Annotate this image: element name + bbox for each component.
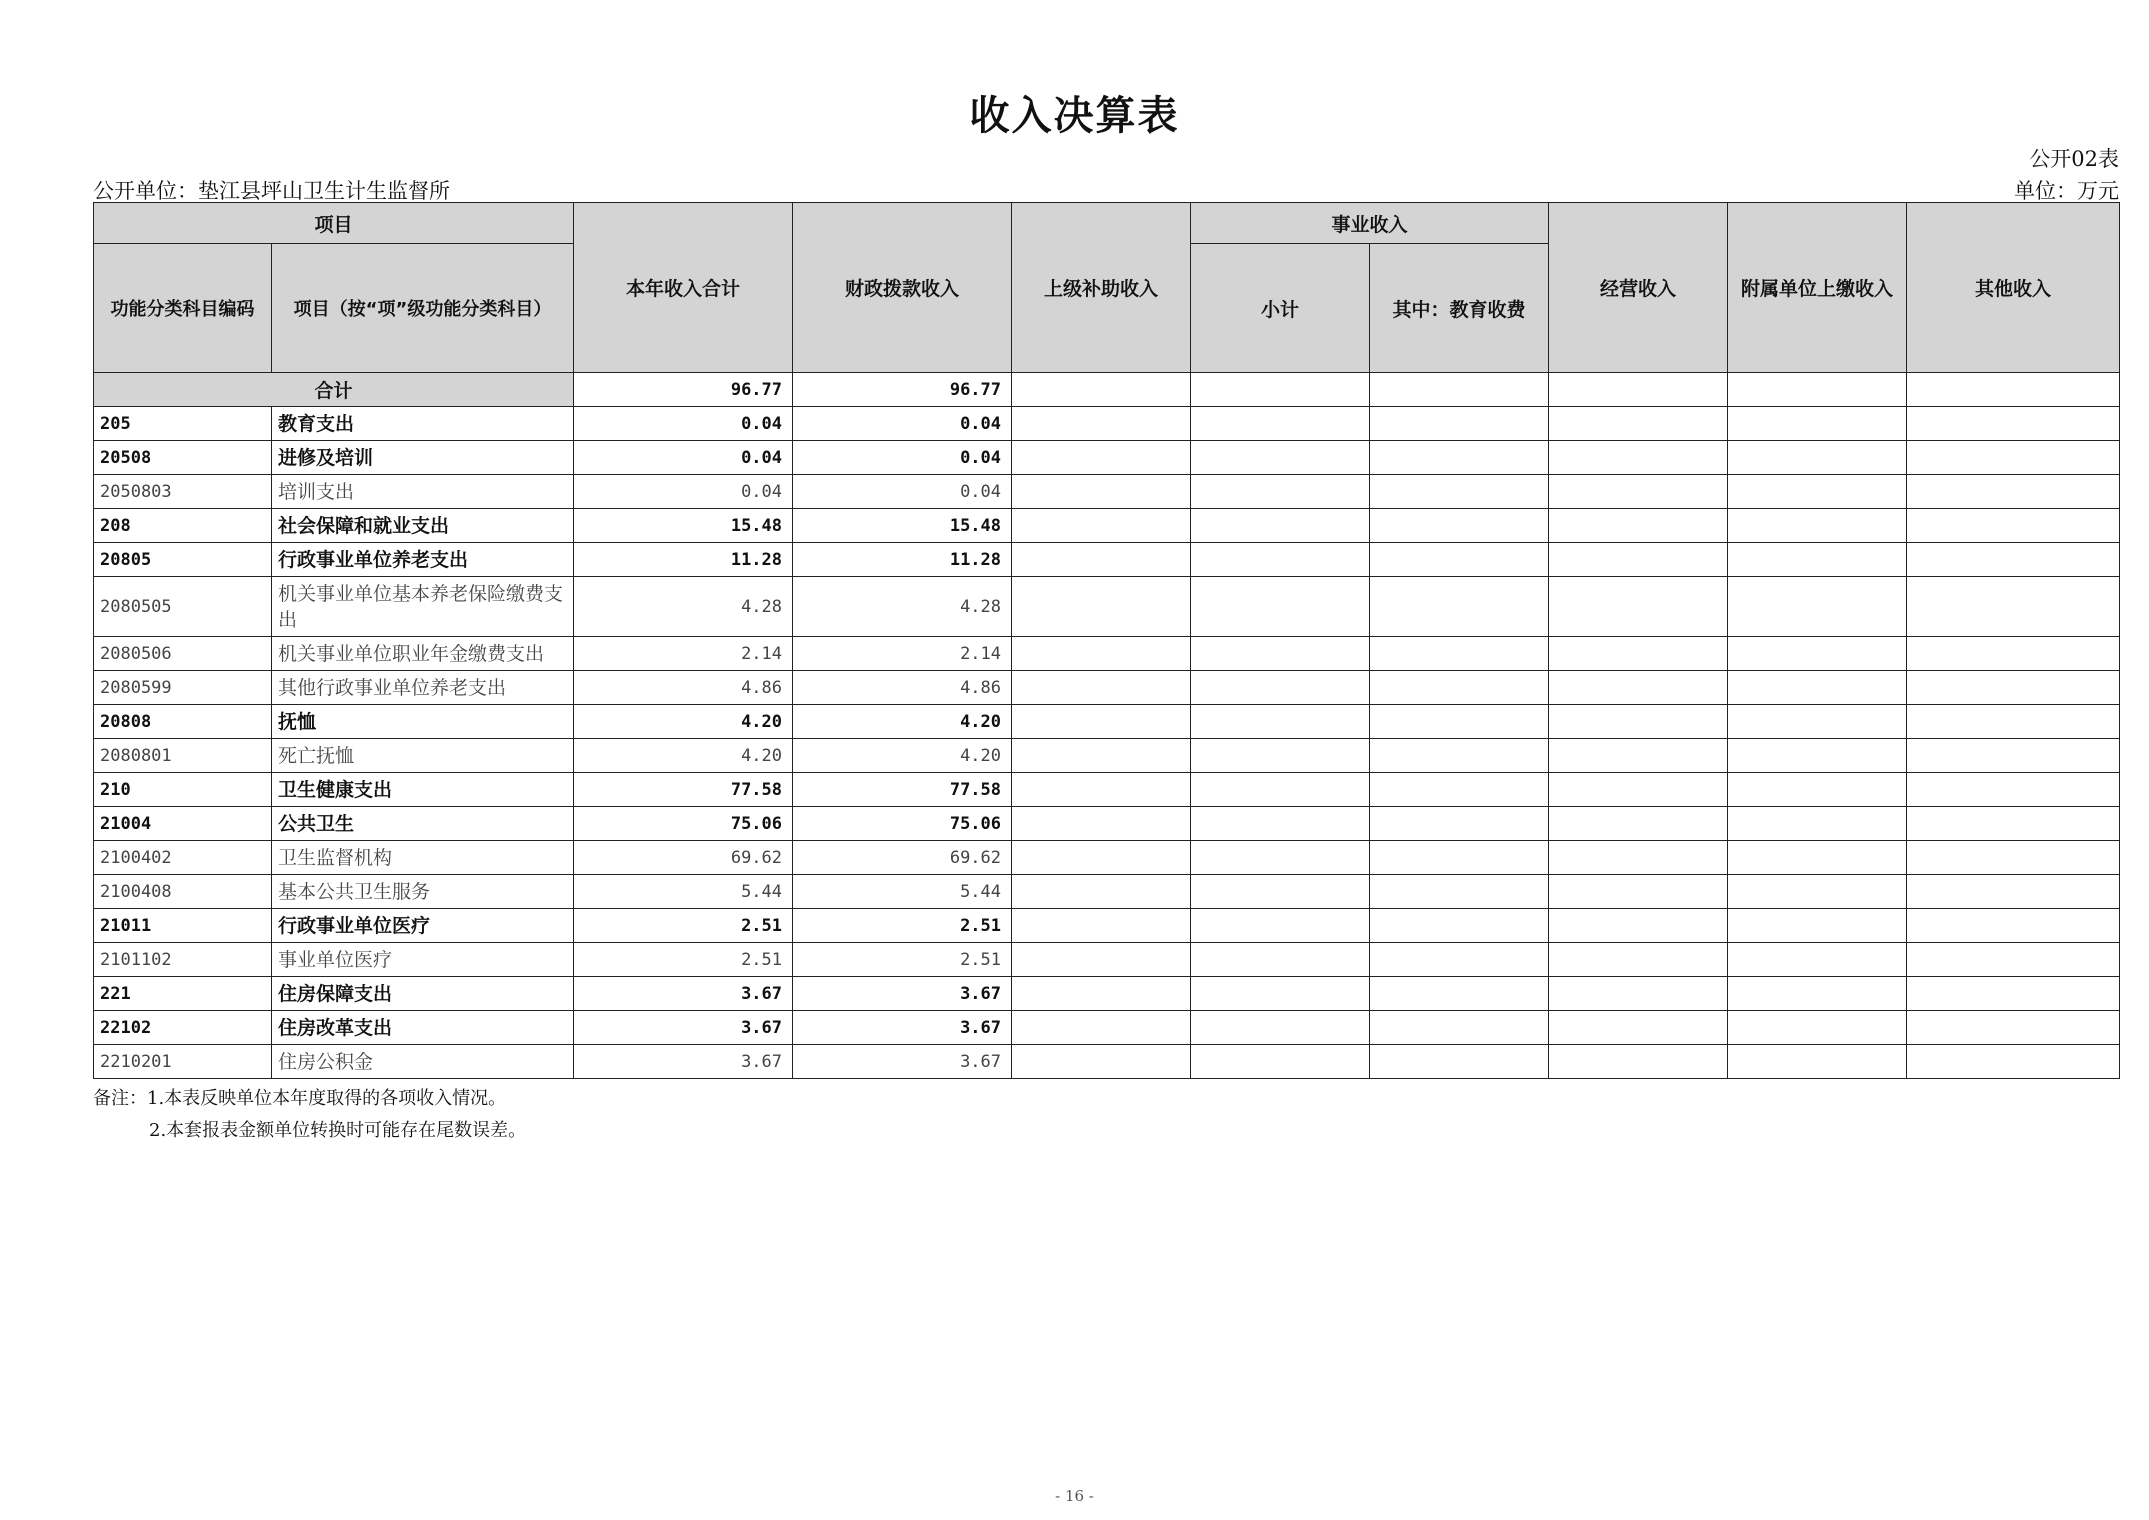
empty-cell xyxy=(1907,977,2120,1011)
empty-cell xyxy=(1012,577,1191,637)
empty-cell xyxy=(1370,705,1549,739)
header-total-income: 本年收入合计 xyxy=(574,203,793,373)
empty-cell xyxy=(1907,875,2120,909)
table-body xyxy=(94,373,2120,1079)
row-fiscal: 69.62 xyxy=(793,841,1012,875)
table-row xyxy=(94,441,2120,475)
empty-cell xyxy=(1728,807,1907,841)
header-operating-income: 经营收入 xyxy=(1549,203,1728,373)
table-row xyxy=(94,807,2120,841)
row-code: 210 xyxy=(94,773,272,807)
row-name: 基本公共卫生服务 xyxy=(272,875,574,909)
row-fiscal: 2.14 xyxy=(793,637,1012,671)
row-name: 公共卫生 xyxy=(272,807,574,841)
empty-cell xyxy=(1191,841,1370,875)
empty-cell xyxy=(1191,807,1370,841)
empty-cell xyxy=(1370,909,1549,943)
row-total-income: 4.20 xyxy=(574,705,793,739)
row-name: 机关事业单位职业年金缴费支出 xyxy=(272,637,574,671)
row-fiscal: 0.04 xyxy=(793,441,1012,475)
row-total-income: 2.51 xyxy=(574,909,793,943)
empty-cell xyxy=(1012,671,1191,705)
empty-cell xyxy=(1370,1011,1549,1045)
empty-cell xyxy=(1549,637,1728,671)
empty-cell xyxy=(1012,1011,1191,1045)
empty-cell xyxy=(1907,407,2120,441)
row-code: 2100408 xyxy=(94,875,272,909)
empty-cell xyxy=(1012,543,1191,577)
row-fiscal: 75.06 xyxy=(793,807,1012,841)
empty-cell xyxy=(1549,475,1728,509)
header-affiliated-income: 附属单位上缴收入 xyxy=(1728,203,1907,373)
empty-cell xyxy=(1012,705,1191,739)
table-row xyxy=(94,875,2120,909)
empty-cell xyxy=(1907,909,2120,943)
empty-cell xyxy=(1012,475,1191,509)
page-number: - 16 - xyxy=(1055,1487,1094,1505)
empty-cell xyxy=(1012,509,1191,543)
empty-cell xyxy=(1191,705,1370,739)
row-code: 21011 xyxy=(94,909,272,943)
empty-cell xyxy=(1907,807,2120,841)
row-fiscal: 5.44 xyxy=(793,875,1012,909)
empty-cell xyxy=(1191,543,1370,577)
row-name: 卫生健康支出 xyxy=(272,773,574,807)
empty-cell xyxy=(1728,637,1907,671)
empty-cell xyxy=(1012,977,1191,1011)
note-line-1: 备注：1.本表反映单位本年度取得的各项收入情况。 xyxy=(93,1088,507,1109)
row-total-income: 2.51 xyxy=(574,943,793,977)
empty-cell xyxy=(1907,475,2120,509)
row-total-income: 0.04 xyxy=(574,475,793,509)
header-fiscal: 财政拨款收入 xyxy=(793,203,1012,373)
table-row xyxy=(94,739,2120,773)
row-total-income: 5.44 xyxy=(574,875,793,909)
empty-cell xyxy=(1370,509,1549,543)
empty-cell xyxy=(1191,1011,1370,1045)
row-total-income: 77.58 xyxy=(574,773,793,807)
table-row xyxy=(94,577,2120,637)
table-row xyxy=(94,1045,2120,1079)
row-name: 机关事业单位基本养老保险缴费支出 xyxy=(272,577,574,637)
table-row xyxy=(94,637,2120,671)
row-code: 2080506 xyxy=(94,637,272,671)
row-total-income: 0.04 xyxy=(574,441,793,475)
table-row xyxy=(94,977,2120,1011)
row-code: 20805 xyxy=(94,543,272,577)
row-code: 2101102 xyxy=(94,943,272,977)
empty-cell xyxy=(1728,441,1907,475)
row-code: 2050803 xyxy=(94,475,272,509)
row-fiscal: 0.04 xyxy=(793,407,1012,441)
row-code: 2210201 xyxy=(94,1045,272,1079)
empty-cell xyxy=(1907,637,2120,671)
row-fiscal: 3.67 xyxy=(793,1011,1012,1045)
empty-cell xyxy=(1012,943,1191,977)
total-label: 合计 xyxy=(94,373,574,407)
row-total-income: 3.67 xyxy=(574,977,793,1011)
empty-cell xyxy=(1907,943,2120,977)
empty-cell xyxy=(1370,739,1549,773)
table-row xyxy=(94,475,2120,509)
empty-cell xyxy=(1728,407,1907,441)
row-total-income: 4.20 xyxy=(574,739,793,773)
empty-cell xyxy=(1907,773,2120,807)
table-row xyxy=(94,943,2120,977)
empty-cell xyxy=(1549,509,1728,543)
row-name: 其他行政事业单位养老支出 xyxy=(272,671,574,705)
empty-cell xyxy=(1012,807,1191,841)
row-code: 2080505 xyxy=(94,577,272,637)
row-fiscal: 4.28 xyxy=(793,577,1012,637)
table-row xyxy=(94,407,2120,441)
empty-cell xyxy=(1728,1011,1907,1045)
empty-cell xyxy=(1728,943,1907,977)
empty-cell xyxy=(1191,977,1370,1011)
row-total-income: 4.28 xyxy=(574,577,793,637)
empty-cell xyxy=(1370,543,1549,577)
empty-cell xyxy=(1012,875,1191,909)
empty-cell xyxy=(1370,407,1549,441)
empty-cell xyxy=(1907,841,2120,875)
empty-cell xyxy=(1191,773,1370,807)
empty-cell xyxy=(1907,441,2120,475)
row-code: 2100402 xyxy=(94,841,272,875)
header-superior-subsidy: 上级补助收入 xyxy=(1012,203,1191,373)
header-education-fee: 其中：教育收费 xyxy=(1370,244,1549,373)
row-name: 教育支出 xyxy=(272,407,574,441)
empty-cell xyxy=(1907,1045,2120,1079)
empty-cell xyxy=(1728,875,1907,909)
empty-cell xyxy=(1728,841,1907,875)
table-row xyxy=(94,705,2120,739)
empty-cell xyxy=(1191,1045,1370,1079)
row-fiscal: 15.48 xyxy=(793,509,1012,543)
empty-cell xyxy=(1549,543,1728,577)
empty-cell xyxy=(1549,407,1728,441)
row-fiscal: 0.04 xyxy=(793,475,1012,509)
row-name: 事业单位医疗 xyxy=(272,943,574,977)
empty-cell xyxy=(1191,475,1370,509)
empty-cell xyxy=(1012,909,1191,943)
row-name: 死亡抚恤 xyxy=(272,739,574,773)
header-other-income: 其他收入 xyxy=(1907,203,2120,373)
empty-cell xyxy=(1728,977,1907,1011)
header-subtotal: 小计 xyxy=(1191,244,1370,373)
row-code: 21004 xyxy=(94,807,272,841)
row-code: 205 xyxy=(94,407,272,441)
empty-cell xyxy=(1370,441,1549,475)
row-code: 221 xyxy=(94,977,272,1011)
table-row xyxy=(94,773,2120,807)
row-total-income: 3.67 xyxy=(574,1011,793,1045)
empty-cell xyxy=(1549,739,1728,773)
row-name: 住房保障支出 xyxy=(272,977,574,1011)
row-fiscal: 77.58 xyxy=(793,773,1012,807)
empty-cell xyxy=(1012,407,1191,441)
empty-cell xyxy=(1728,509,1907,543)
empty-cell xyxy=(1549,1011,1728,1045)
row-name: 行政事业单位医疗 xyxy=(272,909,574,943)
total-fiscal-value: 96.77 xyxy=(793,373,1012,407)
total-income-value: 96.77 xyxy=(574,373,793,407)
table-row xyxy=(94,509,2120,543)
row-total-income: 11.28 xyxy=(574,543,793,577)
empty-cell xyxy=(1370,773,1549,807)
row-name: 卫生监督机构 xyxy=(272,841,574,875)
form-number: 公开02表 xyxy=(2029,147,2119,171)
empty-cell xyxy=(1370,475,1549,509)
row-name: 培训支出 xyxy=(272,475,574,509)
empty-cell xyxy=(1549,977,1728,1011)
row-fiscal: 11.28 xyxy=(793,543,1012,577)
empty-cell xyxy=(1549,1045,1728,1079)
row-total-income: 2.14 xyxy=(574,637,793,671)
empty-cell xyxy=(1728,739,1907,773)
empty-cell xyxy=(1907,705,2120,739)
empty-cell xyxy=(1728,1045,1907,1079)
row-total-income: 69.62 xyxy=(574,841,793,875)
page-title: 收入决算表 xyxy=(969,93,1180,139)
empty-cell xyxy=(1191,407,1370,441)
row-name: 住房改革支出 xyxy=(272,1011,574,1045)
empty-cell xyxy=(1728,909,1907,943)
empty-cell xyxy=(1549,841,1728,875)
empty-cell xyxy=(1370,875,1549,909)
reporting-unit: 公开单位：垫江县坪山卫生计生监督所 xyxy=(93,179,450,203)
empty-cell xyxy=(1370,671,1549,705)
row-code: 20508 xyxy=(94,441,272,475)
empty-cell xyxy=(1191,671,1370,705)
header-business-income: 事业收入 xyxy=(1191,203,1549,244)
empty-cell xyxy=(1370,943,1549,977)
empty-cell xyxy=(1012,637,1191,671)
empty-cell xyxy=(1728,671,1907,705)
empty-cell xyxy=(1191,739,1370,773)
empty-cell xyxy=(1907,543,2120,577)
row-fiscal: 2.51 xyxy=(793,943,1012,977)
empty-cell xyxy=(1370,637,1549,671)
empty-cell xyxy=(1012,1045,1191,1079)
empty-cell xyxy=(1549,807,1728,841)
table-row xyxy=(94,543,2120,577)
row-name: 住房公积金 xyxy=(272,1045,574,1079)
row-name: 社会保障和就业支出 xyxy=(272,509,574,543)
empty-cell xyxy=(1191,909,1370,943)
empty-cell xyxy=(1191,637,1370,671)
empty-cell xyxy=(1012,773,1191,807)
empty-cell xyxy=(1549,773,1728,807)
row-total-income: 75.06 xyxy=(574,807,793,841)
empty-cell xyxy=(1907,739,2120,773)
table-row xyxy=(94,1011,2120,1045)
empty-cell xyxy=(1728,543,1907,577)
table-row xyxy=(94,909,2120,943)
table-row xyxy=(94,841,2120,875)
empty-cell xyxy=(1549,671,1728,705)
empty-cell xyxy=(1549,577,1728,637)
header-code: 功能分类科目编码 xyxy=(94,244,272,373)
row-name: 抚恤 xyxy=(272,705,574,739)
empty-cell xyxy=(1370,841,1549,875)
row-total-income: 15.48 xyxy=(574,509,793,543)
row-fiscal: 4.20 xyxy=(793,739,1012,773)
note-line-2: 2.本套报表金额单位转换时可能存在尾数误差。 xyxy=(149,1120,527,1141)
empty-cell xyxy=(1907,671,2120,705)
row-code: 20808 xyxy=(94,705,272,739)
empty-cell xyxy=(1728,577,1907,637)
empty-cell xyxy=(1549,875,1728,909)
empty-cell xyxy=(1012,841,1191,875)
row-name: 进修及培训 xyxy=(272,441,574,475)
empty-cell xyxy=(1549,909,1728,943)
empty-cell xyxy=(1191,577,1370,637)
header-item-group: 项目 xyxy=(94,203,574,244)
empty-cell xyxy=(1191,943,1370,977)
empty-cell xyxy=(1549,441,1728,475)
row-code: 2080599 xyxy=(94,671,272,705)
empty-cell xyxy=(1370,577,1549,637)
empty-cell xyxy=(1191,509,1370,543)
empty-cell xyxy=(1907,577,2120,637)
empty-cell xyxy=(1370,1045,1549,1079)
row-fiscal: 3.67 xyxy=(793,977,1012,1011)
row-fiscal: 4.20 xyxy=(793,705,1012,739)
row-total-income: 4.86 xyxy=(574,671,793,705)
row-total-income: 3.67 xyxy=(574,1045,793,1079)
row-fiscal: 4.86 xyxy=(793,671,1012,705)
row-code: 22102 xyxy=(94,1011,272,1045)
row-fiscal: 3.67 xyxy=(793,1045,1012,1079)
empty-cell xyxy=(1370,807,1549,841)
income-table xyxy=(93,202,2120,1079)
total-row xyxy=(94,373,2120,407)
empty-cell xyxy=(1012,739,1191,773)
empty-cell xyxy=(1728,475,1907,509)
empty-cell xyxy=(1549,943,1728,977)
empty-cell xyxy=(1370,977,1549,1011)
header-name: 项目（按“项”级功能分类科目） xyxy=(272,244,574,373)
notes xyxy=(93,1083,526,1147)
row-code: 2080801 xyxy=(94,739,272,773)
empty-cell xyxy=(1549,705,1728,739)
row-name: 行政事业单位养老支出 xyxy=(272,543,574,577)
empty-cell xyxy=(1012,441,1191,475)
table-row xyxy=(94,671,2120,705)
empty-cell xyxy=(1728,705,1907,739)
empty-cell xyxy=(1728,773,1907,807)
empty-cell xyxy=(1191,441,1370,475)
row-total-income: 0.04 xyxy=(574,407,793,441)
empty-cell xyxy=(1907,1011,2120,1045)
empty-cell xyxy=(1191,875,1370,909)
empty-cell xyxy=(1907,509,2120,543)
currency-unit: 单位：万元 xyxy=(2014,179,2119,203)
row-code: 208 xyxy=(94,509,272,543)
row-fiscal: 2.51 xyxy=(793,909,1012,943)
